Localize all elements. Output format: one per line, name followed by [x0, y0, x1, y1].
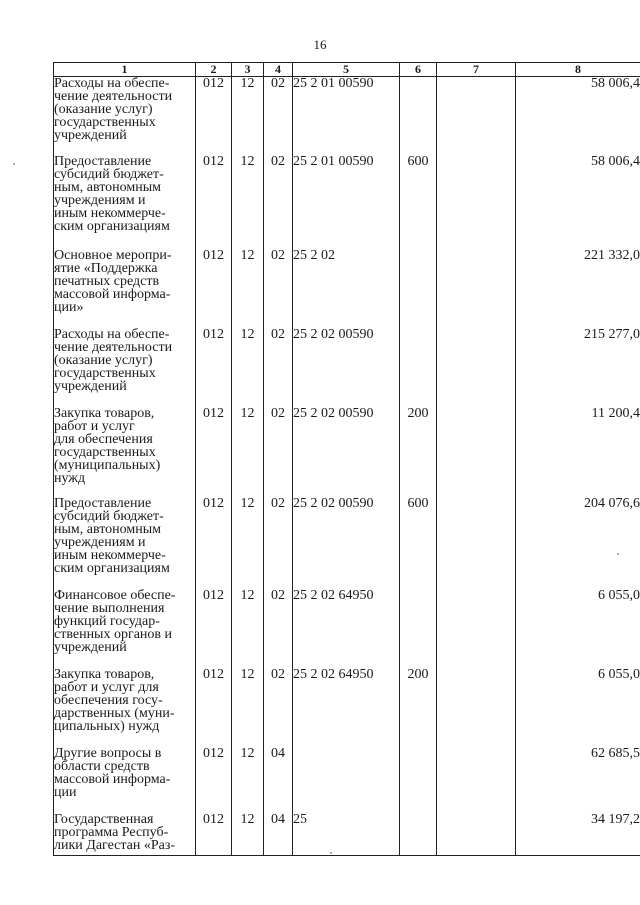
cell-code-2: 012 — [196, 328, 232, 407]
column-header: 3 — [232, 63, 264, 77]
table-row — [54, 77, 640, 155]
cell-code-7 — [437, 497, 516, 589]
row-name: Финансовое обеспе- чение выполнения функций государ- ственных органов и учреждений — [54, 589, 196, 668]
cell-code-6 — [400, 77, 437, 155]
table-row — [54, 328, 640, 407]
cell-code-7 — [437, 77, 516, 155]
cell-code-5: 25 2 02 64950 — [293, 668, 400, 747]
table-row — [54, 589, 640, 668]
cell-code-2: 012 — [196, 668, 232, 747]
cell-code-2: 012 — [196, 77, 232, 155]
cell-code-6 — [400, 747, 437, 813]
cell-code-3: 12 — [232, 668, 264, 747]
cell-code-6: 600 — [400, 155, 437, 249]
column-header: 7 — [437, 63, 516, 77]
column-header: 5 — [293, 63, 400, 77]
scan-speck — [617, 553, 619, 555]
scan-speck — [13, 163, 15, 165]
cell-code-2: 012 — [196, 407, 232, 497]
cell-amount: 215 277,0 — [516, 328, 640, 407]
row-name: Расходы на обеспе- чение деятельности (оказание услуг) государственных учреждений — [54, 77, 196, 155]
column-header: 1 — [54, 63, 196, 77]
cell-code-2: 012 — [196, 155, 232, 249]
table-row — [54, 249, 640, 328]
cell-amount: 204 076,6 — [516, 497, 640, 589]
cell-code-4: 02 — [264, 407, 293, 497]
cell-code-3: 12 — [232, 407, 264, 497]
cell-code-6 — [400, 249, 437, 328]
cell-code-7 — [437, 328, 516, 407]
cell-amount: 58 006,4 — [516, 155, 640, 249]
cell-code-3: 12 — [232, 747, 264, 813]
cell-code-7 — [437, 249, 516, 328]
cell-code-2: 012 — [196, 747, 232, 813]
cell-code-2: 012 — [196, 249, 232, 328]
cell-code-3: 12 — [232, 497, 264, 589]
cell-code-7 — [437, 589, 516, 668]
cell-code-5: 25 2 01 00590 — [293, 155, 400, 249]
column-header: 6 — [400, 63, 437, 77]
cell-code-6 — [400, 589, 437, 668]
cell-code-6 — [400, 328, 437, 407]
page-number: 16 — [313, 37, 327, 52]
cell-code-7 — [437, 407, 516, 497]
cell-code-2: 012 — [196, 497, 232, 589]
cell-code-5 — [293, 747, 400, 813]
cell-code-7 — [437, 155, 516, 249]
cell-amount: 6 055,0 — [516, 668, 640, 747]
header-row — [54, 63, 640, 77]
row-name: Государственная программа Респуб- лики Дагестан «Раз- — [54, 813, 196, 856]
cell-code-4: 02 — [264, 497, 293, 589]
table-row — [54, 668, 640, 747]
column-header: 2 — [196, 63, 232, 77]
cell-code-5: 25 2 02 00590 — [293, 497, 400, 589]
column-header: 4 — [264, 63, 293, 77]
cell-code-3: 12 — [232, 589, 264, 668]
table-row — [54, 813, 640, 856]
row-name: Предоставление субсидий бюджет- ным, автономным учреждениям и иным некоммерче- ским организациям — [54, 155, 196, 249]
cell-code-4: 02 — [264, 155, 293, 249]
cell-amount: 6 055,0 — [516, 589, 640, 668]
row-name: Основное меропри- ятие «Поддержка печатных средств массовой информа- ции» — [54, 249, 196, 328]
cell-code-4: 04 — [264, 747, 293, 813]
cell-code-2: 012 — [196, 589, 232, 668]
cell-code-5: 25 2 02 — [293, 249, 400, 328]
cell-code-5: 25 — [293, 813, 400, 856]
table-body — [54, 77, 640, 856]
row-name: Закупка товаров, работ и услуг для обеспечения госу- дарственных (муни- ципальных) нужд — [54, 668, 196, 747]
cell-amount: 62 685,5 — [516, 747, 640, 813]
cell-code-3: 12 — [232, 813, 264, 856]
cell-code-4: 04 — [264, 813, 293, 856]
cell-code-7 — [437, 668, 516, 747]
cell-code-3: 12 — [232, 155, 264, 249]
cell-code-2: 012 — [196, 813, 232, 856]
cell-code-4: 02 — [264, 77, 293, 155]
budget-table — [53, 62, 640, 856]
cell-code-3: 12 — [232, 77, 264, 155]
cell-code-5: 25 2 02 00590 — [293, 407, 400, 497]
cell-code-4: 02 — [264, 249, 293, 328]
cell-code-5: 25 2 01 00590 — [293, 77, 400, 155]
cell-code-5: 25 2 02 00590 — [293, 328, 400, 407]
table-row — [54, 497, 640, 589]
cell-code-6: 600 — [400, 497, 437, 589]
cell-code-6 — [400, 813, 437, 856]
cell-amount: 11 200,4 — [516, 407, 640, 497]
cell-code-6: 200 — [400, 668, 437, 747]
column-header: 8 — [516, 63, 640, 77]
table-header — [54, 63, 640, 77]
row-name: Расходы на обеспе- чение деятельности (оказание услуг) государственных учреждений — [54, 328, 196, 407]
table-row — [54, 407, 640, 497]
row-name: Другие вопросы в области средств массовой информа- ции — [54, 747, 196, 813]
cell-code-6: 200 — [400, 407, 437, 497]
cell-code-7 — [437, 813, 516, 856]
table-row — [54, 155, 640, 249]
cell-code-3: 12 — [232, 249, 264, 328]
row-name: Закупка товаров, работ и услуг для обеспечения государственных (муниципальных) нужд — [54, 407, 196, 497]
table-row — [54, 747, 640, 813]
cell-amount: 221 332,0 — [516, 249, 640, 328]
cell-amount: 34 197,2 — [516, 813, 640, 856]
scan-speck — [330, 852, 332, 854]
cell-code-4: 02 — [264, 668, 293, 747]
cell-code-4: 02 — [264, 589, 293, 668]
cell-code-7 — [437, 747, 516, 813]
cell-code-4: 02 — [264, 328, 293, 407]
row-name: Предоставление субсидий бюджет- ным, автономным учреждениям и иным некоммерче- ским организациям — [54, 497, 196, 589]
cell-code-3: 12 — [232, 328, 264, 407]
cell-code-5: 25 2 02 64950 — [293, 589, 400, 668]
cell-amount: 58 006,4 — [516, 77, 640, 155]
